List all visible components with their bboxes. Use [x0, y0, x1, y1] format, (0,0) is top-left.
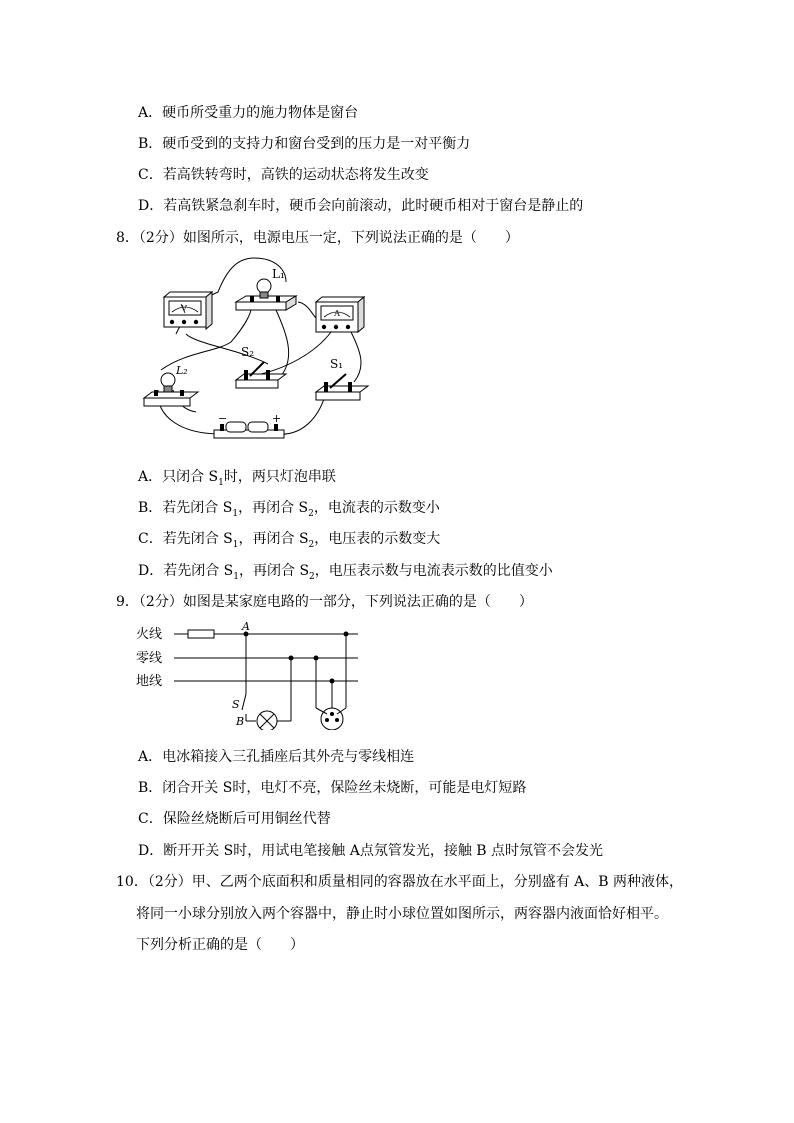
switch-s-label: S [232, 698, 240, 711]
voltmeter [164, 292, 212, 329]
battery [214, 412, 284, 438]
bulb-l1 [236, 267, 296, 310]
live-wire-label: 火线 [136, 627, 163, 642]
q7-option-b: B．硬币受到的支持力和窗台受到的压力是一对平衡力 [138, 136, 471, 152]
q7-option-d: D．若高铁紧急刹车时，硬币会向前滚动，此时硬币相对于窗台是静止的 [138, 198, 584, 214]
q9-option-a: A．电冰箱接入三孔插座后其外壳与零线相连 [138, 749, 415, 765]
q7-option-c: C．若高铁转弯时，高铁的运动状态将发生改变 [138, 167, 429, 183]
l1-label: L₁ [272, 267, 285, 281]
q9-option-c: C．保险丝烧断后可用铜丝代替 [138, 811, 331, 827]
q8-option-d: D．若先闭合 $S_1$，再闭合 $S_2$，电压表示数与电流表示数的比值变小 [138, 563, 553, 582]
q8-option-b: B．若先闭合 $S_1$，再闭合 $S_2$，电流表的示数变小 [138, 500, 440, 519]
q8-circuit-figure [136, 252, 386, 447]
ammeter-label: A [334, 309, 340, 318]
q10-stem-line3: 下列分析正确的是（ ） [136, 937, 304, 953]
q8-option-c: C．若先闭合 $S_1$，再闭合 $S_2$，电压表的示数变大 [138, 531, 441, 550]
q8-option-a: A．只闭合 $S_1$时，两只灯泡串联 [138, 469, 336, 488]
ground-wire-label: 地线 [136, 674, 163, 689]
point-a-label: A [242, 620, 250, 633]
q9-stem: 9．（2分）如图是某家庭电路的一部分，下列说法正确的是（ ） [116, 594, 533, 610]
point-b-label: B [236, 715, 245, 728]
q10-stem-line1: 10．（2分）甲、乙两个底面积和质量相同的容器放在水平面上，分别盛有 A、B 两种液体， [116, 874, 684, 890]
q7-option-a: A．硬币所受重力的施力物体是窗台 [138, 105, 359, 121]
voltmeter-label: V [181, 304, 187, 313]
neutral-wire-label: 零线 [136, 651, 163, 666]
q9-option-d: D．断开开关 S时，用试电笔接触 A点氖管发光，接触 B 点时氖管不会发光 [138, 843, 604, 859]
s1-label: S₁ [330, 357, 344, 371]
q10-stem-line2: 将同一小球分别放入两个容器中，静止时小球位置如图所示，两容器内液面恰好相平。 [136, 906, 668, 922]
q8-stem: 8．（2分）如图所示，电源电压一定，下列说法正确的是（ ） [116, 230, 519, 246]
switch-s2 [236, 345, 286, 388]
q9-option-b: B．闭合开关 S时，电灯不亮，保险丝未烧断，可能是电灯短路 [138, 780, 527, 796]
battery-minus: − [218, 412, 228, 425]
bulb-l2 [144, 364, 198, 406]
battery-plus: + [272, 412, 282, 425]
q9-home-circuit-figure [136, 618, 366, 730]
ammeter [316, 297, 364, 332]
switch-s1 [316, 357, 368, 400]
s2-label: S₂ [241, 345, 255, 359]
l2-label: L₂ [176, 364, 188, 377]
